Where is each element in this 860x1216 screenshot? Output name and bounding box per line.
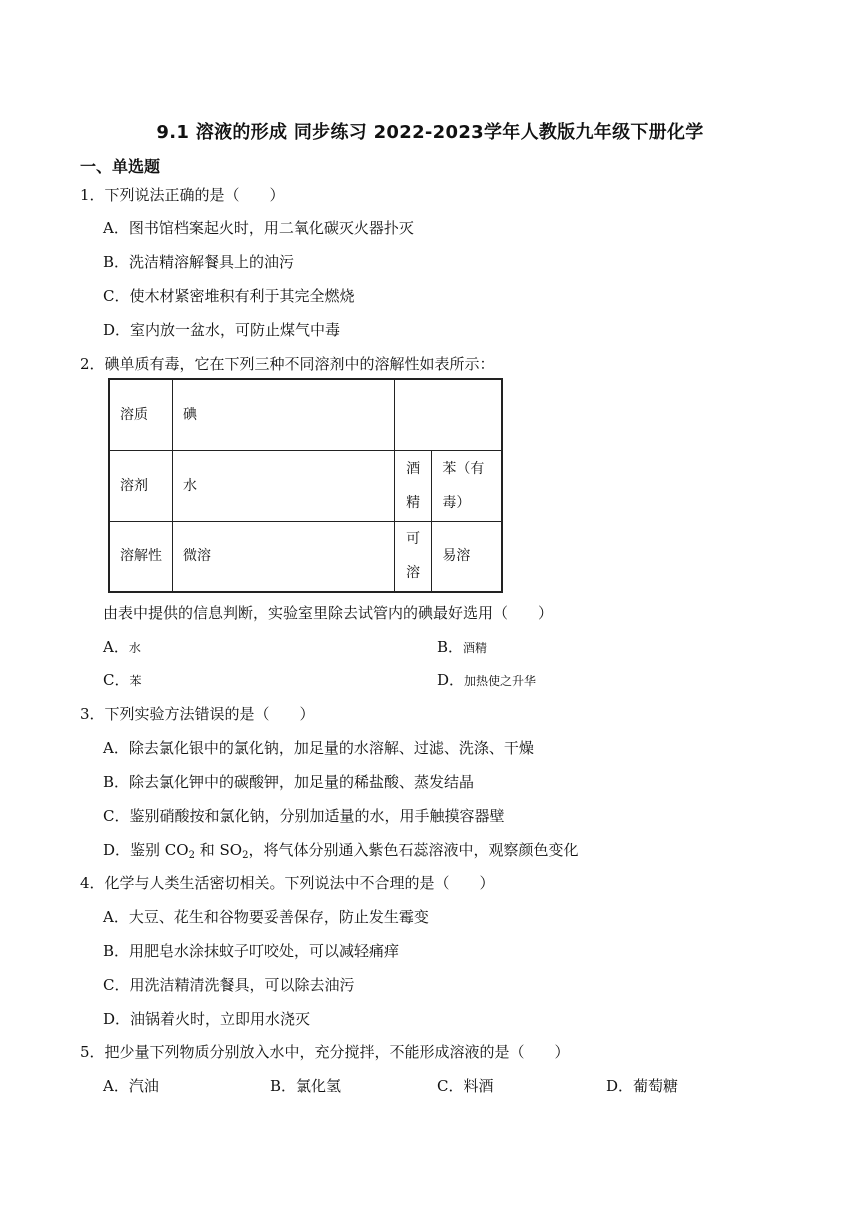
option-text: 水 [128,641,141,655]
cell-line: 酒 [406,460,421,477]
table-cell: 溶质 [109,379,173,450]
option-letter: D． [437,671,465,689]
q2-option-d [437,669,536,690]
q1-option-a: A．图书馆档案起火时，用二氧化碳灭火器扑灭 [103,219,414,237]
table-cell: 易溶 [432,521,502,592]
cell-line: 溶 [406,565,421,582]
table-cell: 碘 [173,379,395,450]
cell-line: 毒） [442,494,471,511]
question-5-stem: 5．把少量下列物质分别放入水中，充分搅拌，不能形成溶液的是（ ） [80,1043,570,1061]
q1-option-c: C．使木材紧密堆积有利于其完全燃烧 [103,287,355,305]
subscript: 2 [188,850,195,861]
option-text: 酒精 [463,641,488,655]
table-row [109,521,502,592]
q3-option-b: B．除去氯化钾中的碳酸钾，加足量的稀盐酸、蒸发结晶 [103,773,475,791]
table-row [109,450,502,521]
q4-option-d: D．油锅着火时，立即用水浇灭 [103,1010,311,1028]
section-heading: 一、单选题 [80,157,161,176]
q4-option-b: B．用肥皂水涂抹蚊子叮咬处，可以减轻痛痒 [103,942,400,960]
solubility-table [108,378,503,593]
q3-option-d [103,839,578,860]
option-letter: C． [103,671,130,689]
option-text: 和 SO [194,841,243,859]
table-cell: 溶解性 [109,521,173,592]
cell-line: 苯（有 [442,460,485,477]
q4-option-a: A．大豆、花生和谷物要妥善保存，防止发生霉变 [103,908,429,926]
question-1-stem: 1．下列说法正确的是（ ） [80,186,285,204]
q1-option-b: B．洗洁精溶解餐具上的油污 [103,253,295,271]
q2-option-a [103,636,141,657]
table-cell [395,450,432,521]
q5-option-c: C．料酒 [437,1077,494,1095]
question-2-stem: 2．碘单质有毒，它在下列三种不同溶剂中的溶解性如表所示： [80,355,495,373]
q5-option-b: B．氯化氢 [270,1077,342,1095]
document-title: 9.1 溶液的形成 同步练习 2022-2023学年人教版九年级下册化学 [156,122,704,143]
table-cell: 溶剂 [109,450,173,521]
table-cell-empty [395,379,503,450]
table-cell: 微溶 [173,521,395,592]
cell-line: 可 [406,531,421,548]
option-text: D．鉴别 CO [103,841,189,859]
table-cell [432,450,502,521]
q2-option-b [437,636,487,657]
q3-option-a: A．除去氯化银中的氯化钠，加足量的水溶解、过滤、洗涤、干燥 [103,739,534,757]
table-row [109,379,502,450]
option-letter: A． [103,638,129,656]
question-2-followup: 由表中提供的信息判断，实验室里除去试管内的碘最好选用（ ） [103,604,554,622]
option-text: 加热使之升华 [464,674,537,688]
q3-option-c: C．鉴别硝酸按和氯化钠，分别加适量的水，用手触摸容器壁 [103,807,505,825]
q2-option-c [103,669,142,690]
option-text: 苯 [129,674,142,688]
q1-option-d: D．室内放一盆水，可防止煤气中毒 [103,321,341,339]
subscript: 2 [242,850,249,861]
table-cell: 水 [173,450,395,521]
option-letter: B． [437,638,464,656]
table-cell [395,521,432,592]
q5-option-a: A．汽油 [103,1077,159,1095]
q4-option-c: C．用洗洁精清洗餐具，可以除去油污 [103,976,355,994]
q5-option-d: D．葡萄糖 [606,1077,679,1095]
cell-line: 精 [406,494,421,511]
question-4-stem: 4．化学与人类生活密切相关。下列说法中不合理的是（ ） [80,874,495,892]
option-text: ，将气体分别通入紫色石蕊溶液中，观察颜色变化 [248,841,579,859]
question-3-stem: 3．下列实验方法错误的是（ ） [80,705,315,723]
